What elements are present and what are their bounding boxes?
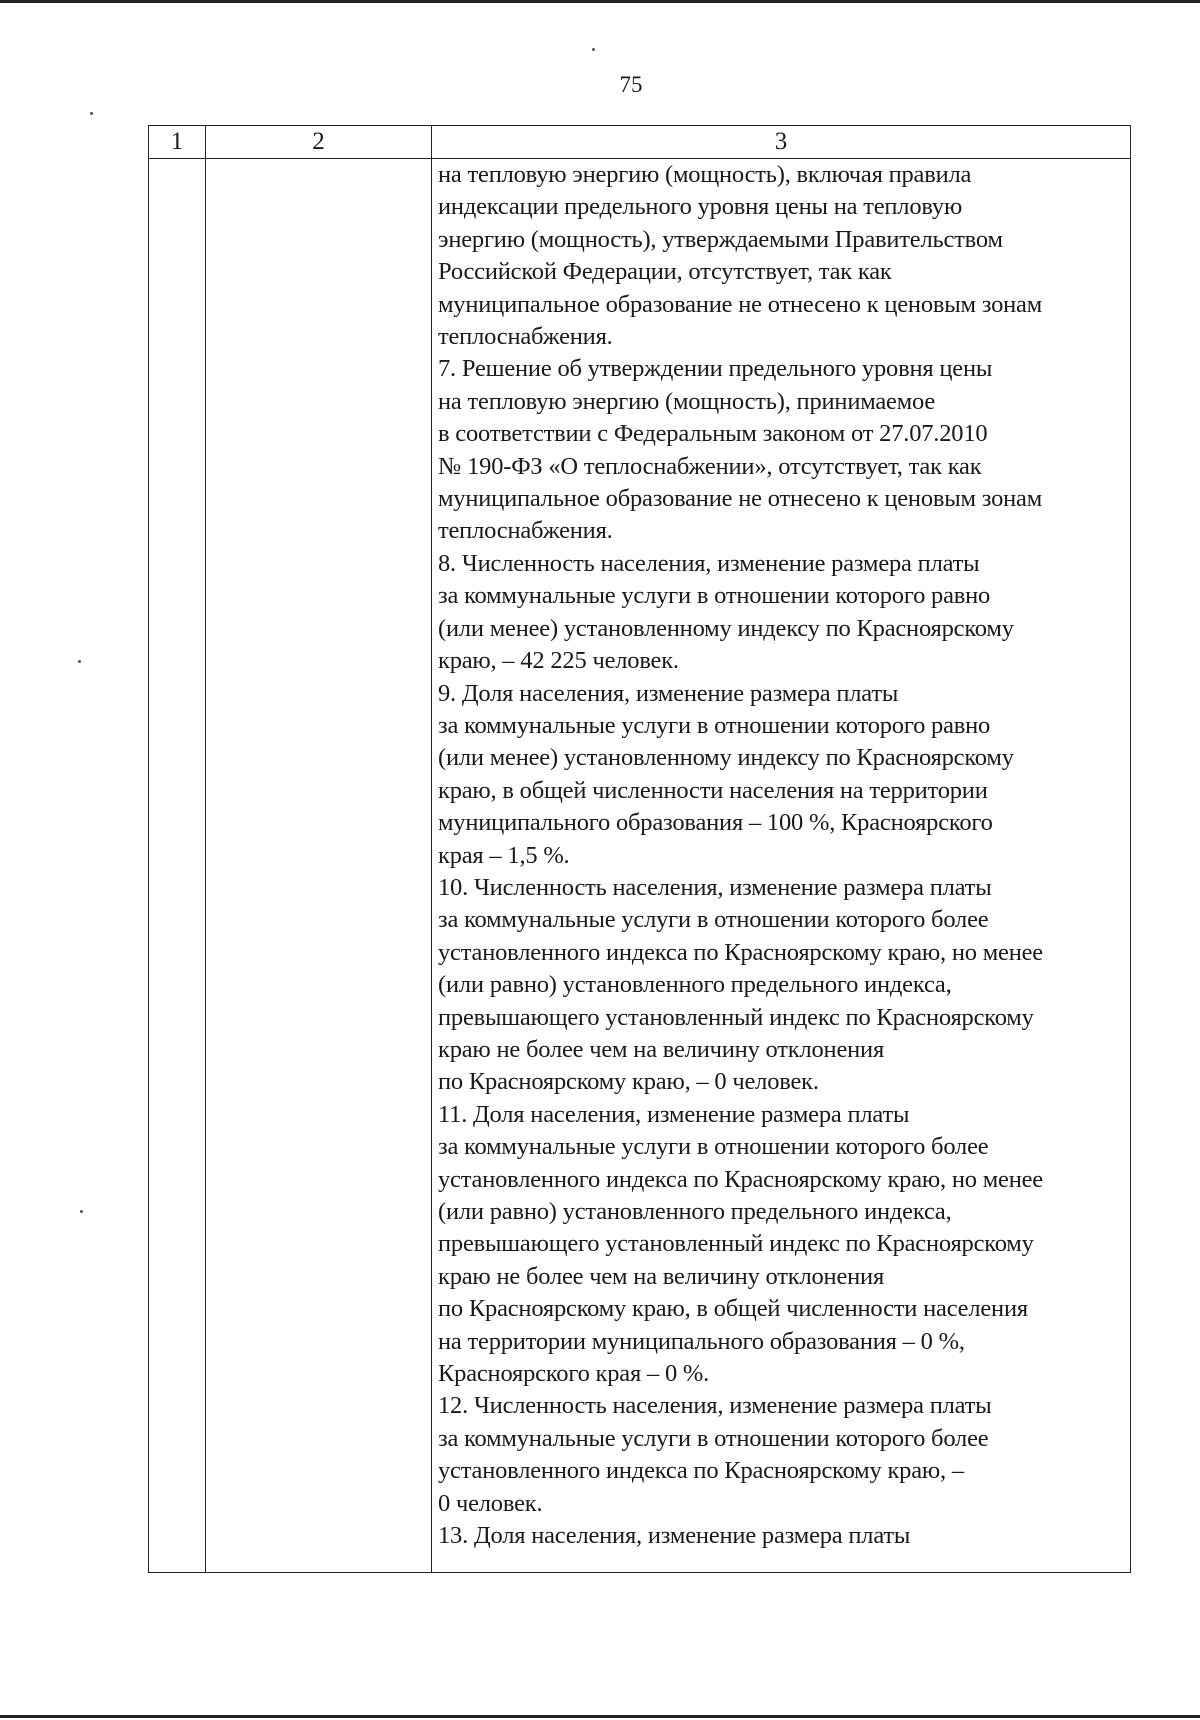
text-line: 0 человек. (438, 1489, 543, 1517)
text-line: за коммунальные услуги в отношении которого более (438, 906, 989, 934)
document-table (148, 125, 1131, 1573)
text-line: по Красноярскому краю, – 0 человек. (438, 1068, 819, 1096)
text-line: за коммунальные услуги в отношении которого более (438, 1133, 989, 1161)
text-line: краю не более чем на величину отклонения (438, 1035, 885, 1063)
scan-top-border (0, 0, 1200, 3)
scan-speck (80, 1210, 83, 1213)
column-3-cell (432, 159, 1131, 1573)
text-line: 13. Доля населения, изменение размера платы (438, 1522, 911, 1550)
text-line: теплоснабжения. (438, 517, 613, 545)
text-line: 11. Доля населения, изменение размера платы (438, 1100, 910, 1128)
text-line: 8. Численность населения, изменение размера платы (438, 549, 980, 577)
text-line: (или менее) установленному индексу по Красноярскому (438, 744, 1014, 772)
table-body-row (149, 159, 1131, 1573)
text-line: индексации предельного уровня цены на тепловую (438, 193, 963, 221)
text-line: на тепловую энергию (мощность), принимаемое (438, 387, 936, 415)
text-line: за коммунальные услуги в отношении которого равно (438, 711, 991, 739)
text-line: муниципального образования – 100 %, Красноярского (438, 809, 993, 837)
column-header-1: 1 (149, 126, 206, 159)
text-line: на территории муниципального образования – 0 %, (438, 1327, 965, 1355)
scan-speck (78, 660, 81, 663)
text-line: № 190-ФЗ «О теплоснабжении», отсутствует, так как (438, 452, 982, 480)
scan-speck (592, 48, 595, 51)
text-line: в соответствии с Федеральным законом от 27.07.2010 (438, 420, 988, 448)
text-line: (или менее) установленному индексу по Красноярскому (438, 614, 1014, 642)
column-header-3: 3 (432, 126, 1131, 159)
text-line: за коммунальные услуги в отношении которого равно (438, 582, 991, 610)
table-header-row (149, 126, 1131, 159)
column-1-cell (149, 159, 206, 1573)
scan-speck (90, 112, 93, 115)
text-line: края – 1,5 %. (438, 841, 570, 869)
text-line: по Красноярскому краю, в общей численности населения (438, 1295, 1028, 1323)
text-line: 9. Доля населения, изменение размера платы (438, 679, 899, 707)
text-line: (или равно) установленного предельного индекса, (438, 1198, 952, 1225)
text-line: Красноярского края – 0 %. (438, 1360, 710, 1388)
text-line: теплоснабжения. (438, 323, 613, 351)
scan-bottom-border (0, 1715, 1200, 1718)
text-line: энергию (мощность), утверждаемыми Правительством (438, 225, 1003, 253)
text-line: 7. Решение об утверждении предельного уровня цены (438, 355, 993, 383)
page-number: 75 (619, 72, 643, 97)
column-header-2: 2 (206, 126, 432, 159)
text-line: установленного индекса по Красноярскому краю, – (438, 1457, 964, 1485)
text-line: 10. Численность населения, изменение размера платы (438, 873, 992, 901)
text-line: за коммунальные услуги в отношении которого более (438, 1424, 989, 1452)
text-line: превышающего установленный индекс по Красноярскому (438, 1230, 1034, 1258)
text-line: превышающего установленный индекс по Красноярскому (438, 1003, 1034, 1031)
text-line: муниципальное образование не отнесено к ценовым зонам (438, 290, 1043, 318)
text-line: установленного индекса по Красноярскому краю, но менее (438, 938, 1043, 966)
column-2-cell (206, 159, 432, 1573)
text-line: муниципальное образование не отнесено к ценовым зонам (438, 485, 1043, 513)
text-line: 12. Численность населения, изменение размера платы (438, 1392, 992, 1420)
text-line: на тепловую энергию (мощность), включая правила (438, 161, 972, 188)
text-line: краю, – 42 225 человек. (438, 647, 679, 675)
text-line: (или равно) установленного предельного индекса, (438, 971, 952, 999)
text-line: Российской Федерации, отсутствует, так как (438, 258, 892, 286)
text-line: установленного индекса по Красноярскому краю, но менее (438, 1165, 1043, 1193)
text-line: краю не более чем на величину отклонения (438, 1262, 885, 1290)
text-line: краю, в общей численности населения на территории (438, 776, 988, 804)
column-3-text (438, 159, 1130, 1552)
